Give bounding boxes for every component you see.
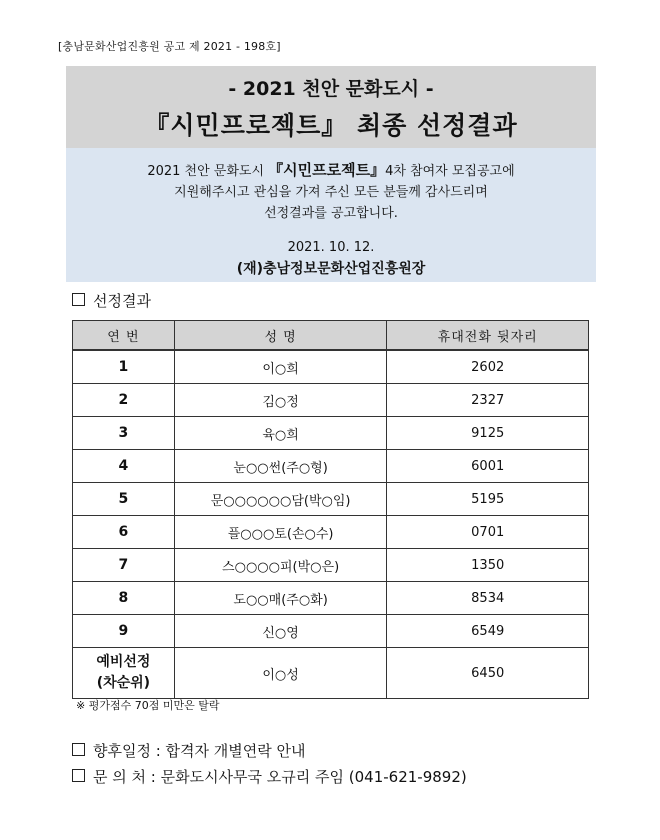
row-name: 이○희: [174, 350, 387, 384]
row-name: 김○정: [174, 384, 387, 417]
footnote: ※ 평가점수 70점 미만은 탈락: [76, 699, 220, 712]
table-row: [73, 615, 589, 648]
row-number: 6: [73, 516, 175, 549]
table-row: [73, 483, 589, 516]
row-number: 2: [73, 384, 175, 417]
checkbox-square-icon: [72, 769, 85, 782]
table-row: [73, 350, 589, 384]
column-header-name: 성 명: [174, 321, 387, 351]
page-title: 『시민프로젝트』 최종 선정결과: [144, 111, 518, 140]
row-phone: 6549: [387, 615, 589, 648]
reserve-name: 이○성: [174, 648, 387, 699]
results-heading-text: 선정결과: [93, 292, 151, 310]
announcement-line-3: 선정결과를 공고합니다.: [264, 206, 398, 221]
reserve-row: [73, 648, 589, 699]
title-banner: [66, 66, 596, 148]
row-phone: 2327: [387, 384, 589, 417]
column-header-number: 연 번: [73, 321, 175, 351]
row-number: 1: [73, 350, 175, 384]
column-header-phone: 휴대전화 뒷자리: [387, 321, 589, 351]
row-name: 문○○○○○○담(박○임): [174, 483, 387, 516]
row-number: 8: [73, 582, 175, 615]
row-name: 눈○○썬(주○형): [174, 450, 387, 483]
announcement-box: [66, 148, 596, 282]
row-phone: 6001: [387, 450, 589, 483]
row-phone: 0701: [387, 516, 589, 549]
schedule-text: 향후일정 : 합격자 개별연락 안내: [93, 742, 306, 760]
row-number: 3: [73, 417, 175, 450]
table-header-row: [73, 321, 589, 351]
row-number: 9: [73, 615, 175, 648]
checkbox-square-icon: [72, 743, 85, 756]
row-number: 7: [73, 549, 175, 582]
row-phone: 8534: [387, 582, 589, 615]
project-name: 『시민프로젝트』: [268, 161, 386, 179]
row-name: 육○희: [174, 417, 387, 450]
row-phone: 2602: [387, 350, 589, 384]
row-name: 스○○○○피(박○은): [174, 549, 387, 582]
announcement-date: 2021. 10. 12.: [287, 240, 375, 255]
row-name: 도○○매(주○화): [174, 582, 387, 615]
row-number: 5: [73, 483, 175, 516]
announcement-line-2: 지원해주시고 관심을 가져 주신 모든 분들께 감사드리며: [174, 185, 488, 200]
table-row: [73, 450, 589, 483]
row-name: 신○영: [174, 615, 387, 648]
row-number: 4: [73, 450, 175, 483]
schedule-line: [72, 740, 306, 761]
table-row: [73, 582, 589, 615]
announcement-line-1-pre: 2021 천안 문화도시: [147, 164, 269, 179]
contact-text: 문 의 처 : 문화도시사무국 오규리 주임 (041-621-9892): [93, 768, 467, 786]
results-table: [72, 320, 589, 699]
table-row: [73, 384, 589, 417]
issuer-name: (재)충남정보문화산업진흥원장: [236, 261, 426, 277]
row-phone: 5195: [387, 483, 589, 516]
contact-line: [72, 766, 467, 787]
row-name: 플○○○토(손○수): [174, 516, 387, 549]
row-phone: 1350: [387, 549, 589, 582]
reserve-label: [73, 648, 175, 699]
announcement-line-1: [66, 160, 596, 182]
table-row: [73, 516, 589, 549]
results-heading: [72, 290, 151, 311]
table-row: [73, 549, 589, 582]
reserve-label-line-1: 예비선정: [96, 654, 151, 670]
row-phone: 9125: [387, 417, 589, 450]
notice-number: [충남문화산업진흥원 공고 제 2021 - 198호]: [58, 40, 281, 53]
announcement-line-1-post: 4차 참여자 모집공고에: [385, 164, 515, 179]
table-row: [73, 417, 589, 450]
reserve-phone: 6450: [387, 648, 589, 699]
title-subtitle: - 2021 천안 문화도시 -: [228, 78, 434, 100]
checkbox-square-icon: [72, 293, 85, 306]
reserve-label-line-2: (차순위): [96, 675, 151, 691]
